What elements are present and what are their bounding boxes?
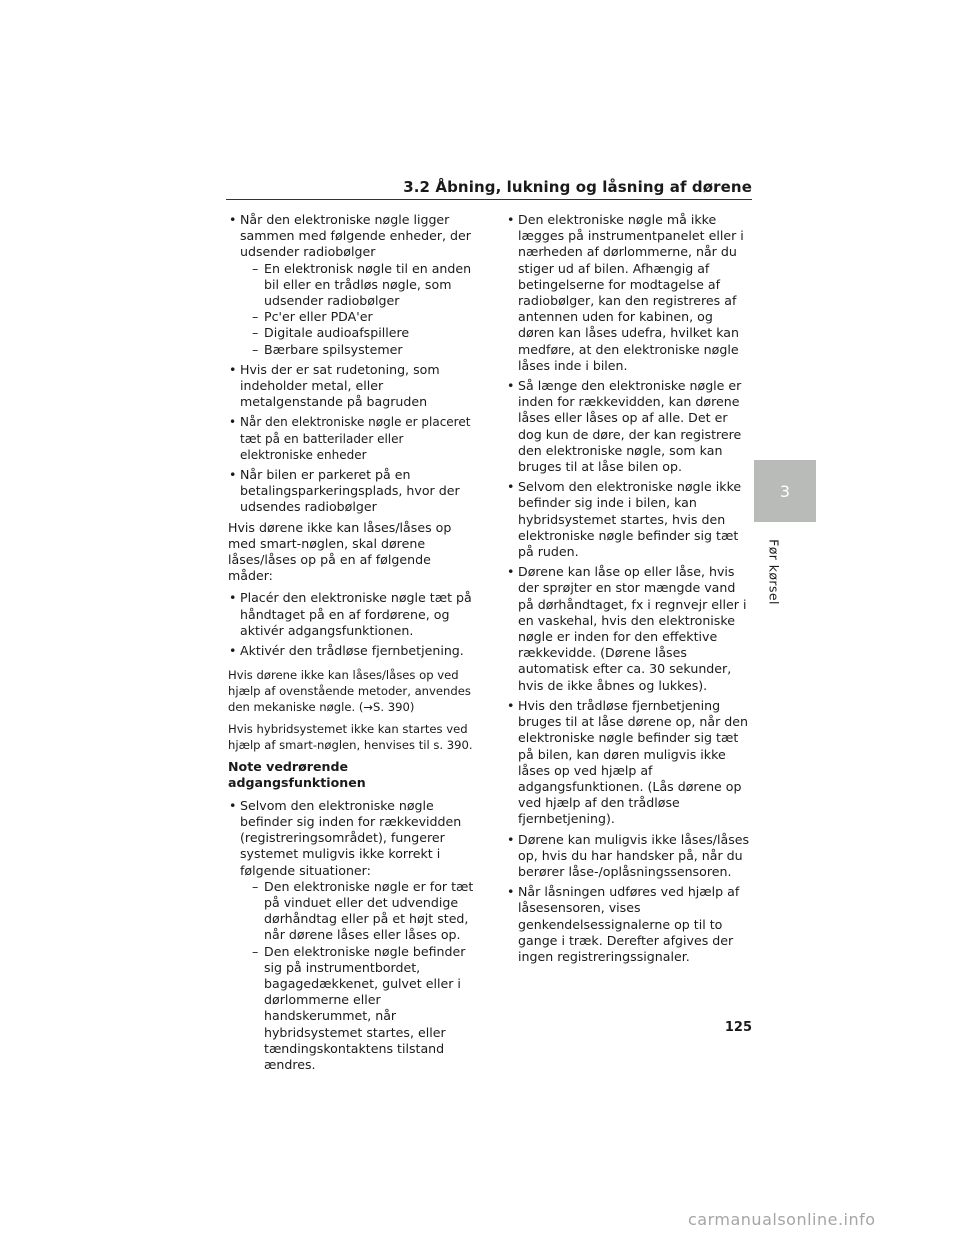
- sub-item: – Digitale audioafspillere: [240, 325, 474, 341]
- bullet-item: • Når den elektroniske nøgle er placeret tæt på en batterilader eller elektroniske enheder: [228, 414, 474, 463]
- chapter-side-label: [762, 532, 786, 612]
- bullet-item: • Så længe den elektroniske nøgle er inden for rækkevidden, kan dørene låses eller låses op af alle. Det er dog kun de døre, der kan registrere den elektroniske nøgle, som kan bruges til at låse bilen op.: [506, 378, 752, 475]
- bullet-item: • Dørene kan muligvis ikke låses/låses op, hvis du har handsker på, når du berører låse-/oplåsningssensoren.: [506, 832, 752, 881]
- sub-item: – Bærbare spilsystemer: [240, 342, 474, 358]
- sub-item: – En elektronisk nøgle til en anden bil eller en trådløs nøgle, som udsender radiobølger: [240, 261, 474, 310]
- chapter-tab: [754, 460, 816, 522]
- section-header: [226, 176, 752, 200]
- watermark: carmanualsonline.info: [688, 1210, 876, 1229]
- subheading: Note vedrørende adgangsfunktionen: [228, 759, 366, 791]
- paragraph: Hvis dørene ikke kan låses/låses op med smart-nøglen, skal dørene låses/låses op på en af følgende måder:: [228, 519, 452, 584]
- bullet-item: • Hvis den trådløse fjernbetjening bruges til at låse dørene op, når den elektroniske nøgle befinder sig tæt på bilen, kan døren muligvis ikke låses op ved hjælp af adgangsfunktionen. (Lås dørene op ved hjælp af den trådløse fjernbetjening).: [506, 698, 752, 828]
- note-paragraph: Hvis dørene ikke kan låses/låses op ved hjælp af ovenstående metoder, anvendes den mekaniske nøgle. (→S. 390): [228, 668, 471, 715]
- chapter-title: Før kørsel: [766, 539, 782, 605]
- section-title: 3.2 Åbning, lukning og låsning af dørene: [403, 178, 752, 196]
- bullet-item: • Selvom den elektroniske nøgle ikke befinder sig inde i bilen, kan hybridsystemet startes, hvis den elektroniske nøgle befinder sig tæt på ruden.: [506, 479, 752, 560]
- bullet-text: Selvom den elektroniske nøgle befinder sig inden for rækkevidden (registreringsområdet), fungerer systemet muligvis ikke korrekt i følgende situationer:: [240, 797, 462, 878]
- bullet-text: Når den elektroniske nøgle ligger sammen med følgende enheder, der udsender radiobølger: [240, 212, 471, 260]
- left-column: [228, 212, 474, 1077]
- bullet-item: • Aktivér den trådløse fjernbetjening.: [228, 643, 474, 659]
- bullet-item: • Placér den elektroniske nøgle tæt på håndtaget på en af fordørene, og aktivér adgangsfunktionen.: [228, 590, 474, 639]
- sub-item: – Den elektroniske nøgle er for tæt på vinduet eller det udvendige dørhåndtag eller på et højt sted, når dørene låses eller låses op.: [240, 879, 474, 944]
- bullet-item: • Dørene kan låse op eller låse, hvis der sprøjter en stor mængde vand på dørhåndtaget, fx i regnvejr eller i en vaskehal, hvis den elektroniske nøgle er inden for den effektive rækkevidde. (Dørene låses automatisk efter ca. 30 sekunder, hvis de ikke åbnes og lukkes).: [506, 564, 752, 694]
- bullet-item: • Når låsningen udføres ved hjælp af låsesensoren, vises genkendelsessignalerne op til to gange i træk. Derefter afgives der ingen registreringssignaler.: [506, 884, 752, 965]
- page-number: 125: [724, 1020, 752, 1035]
- bullet-item: • Hvis der er sat rudetoning, som indeholder metal, eller metalgenstande på bagruden: [228, 362, 474, 411]
- bullet-item: [228, 212, 474, 358]
- sub-item: – Pc'er eller PDA'er: [240, 309, 474, 325]
- bullet-item: • Den elektroniske nøgle må ikke lægges på instrumentpanelet eller i nærheden af dørlommerne, når du stiger ud af bilen. Afhængig af betingelserne for modtagelse af radiobølger, kan den registreres af antennen uden for kabinen, og døren kan låses udefra, hvilket kan medføre, at den elektroniske nøgle låses inde i bilen.: [506, 212, 752, 374]
- bullet-item: • Når bilen er parkeret på en betalingsparkeringsplads, hvor der udsendes radiobølger: [228, 467, 474, 516]
- chapter-number: 3: [779, 482, 791, 501]
- sub-item: – Den elektroniske nøgle befinder sig på instrumentbordet, bagagedækkenet, gulvet eller i dørlommerne eller handskerummet, når hybridsystemet startes, eller tændingskontaktens tilstand ændres.: [240, 944, 474, 1074]
- bullet-item: [228, 798, 474, 1073]
- right-column: [506, 212, 752, 969]
- header-divider: [226, 199, 752, 200]
- note-paragraph: Hvis hybridsystemet ikke kan startes ved hjælp af smart-nøglen, henvises til s. 390.: [228, 722, 473, 753]
